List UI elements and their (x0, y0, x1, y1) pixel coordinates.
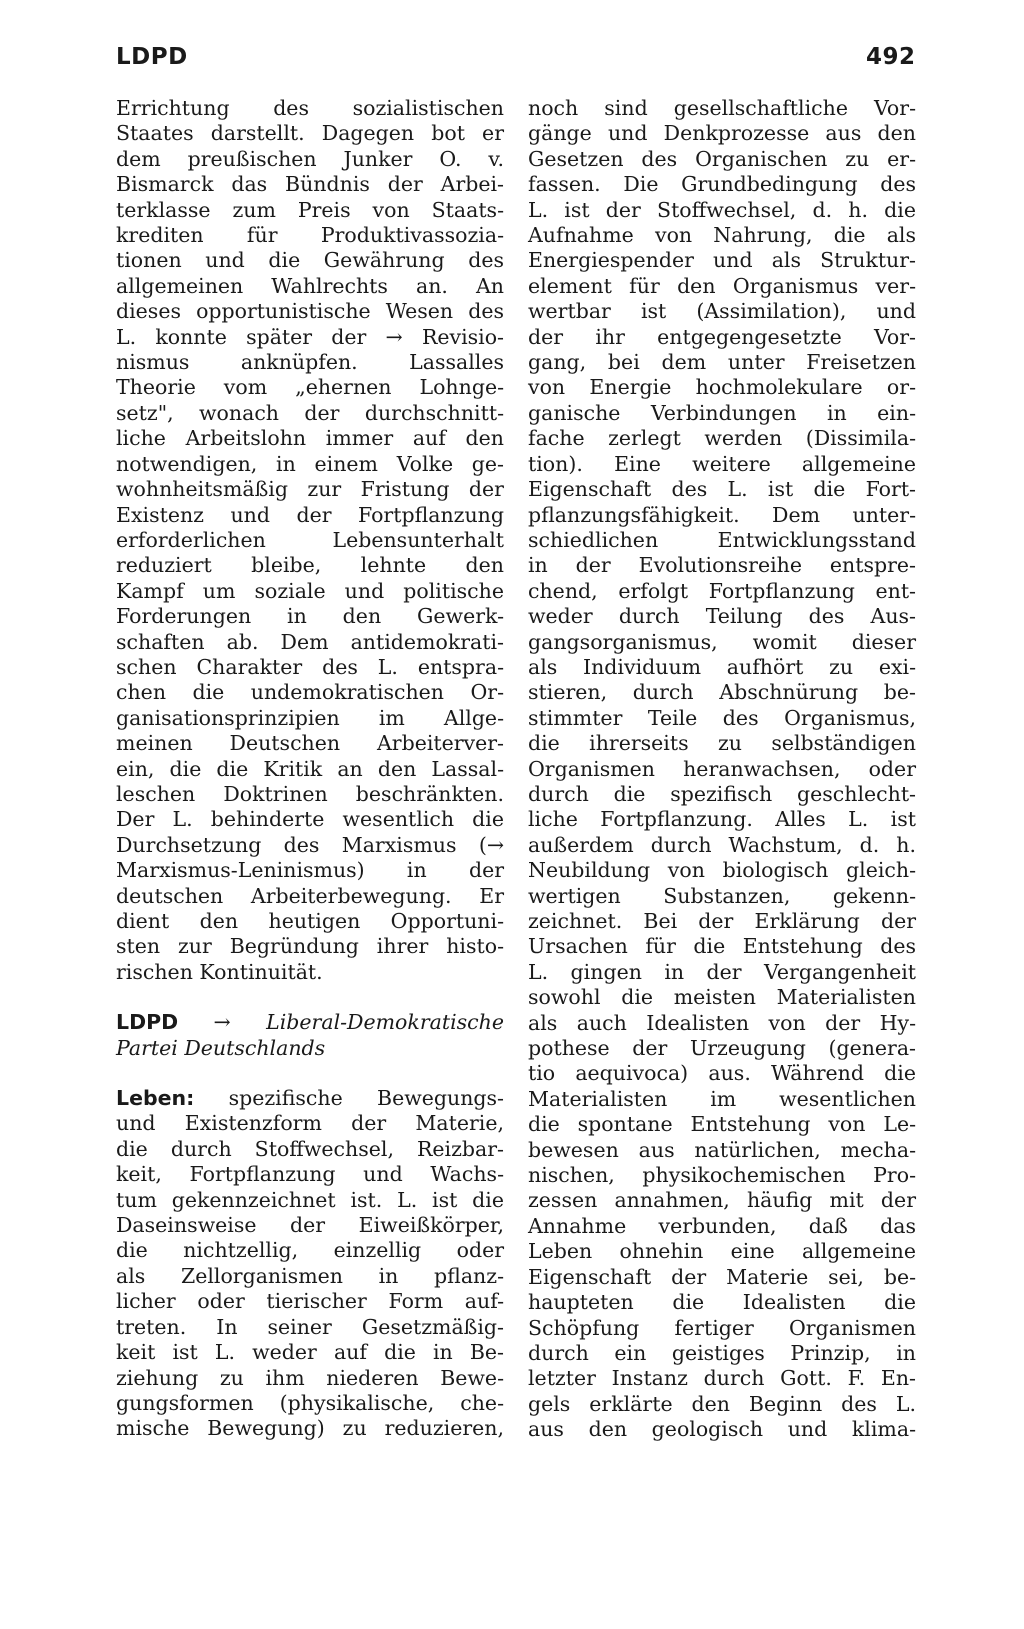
text-line: licher oder tierischer Form auf- (116, 1289, 504, 1314)
text-line: sten zur Begründung ihrer histo- (116, 934, 504, 959)
text-line: Energiespender und als Struktur- (528, 248, 916, 273)
page-number: 492 (866, 44, 916, 70)
text-line: Leben ohnehin eine allgemeine (528, 1239, 916, 1264)
left-column (116, 96, 504, 1442)
text-line: erforderlichen Lebensunterhalt (116, 527, 504, 552)
text-line: allgemeinen Wahlrechts an. An (116, 273, 504, 298)
text-line: stieren, durch Abschnürung be- (528, 680, 916, 705)
text-line: wertbar ist (Assimilation), und (528, 299, 916, 324)
text-line: keit, Fortpflanzung und Wachs- (116, 1162, 504, 1187)
text-line: leschen Doktrinen beschränkten. (116, 781, 504, 806)
text-line: Eigenschaft der Materie sei, be- (528, 1264, 916, 1289)
cross-reference-link[interactable]: Liberal-Demokratische (266, 1010, 504, 1035)
text-line: weder durch Teilung des Aus- (528, 604, 916, 629)
text-line: dieses opportunistische Wesen des (116, 299, 504, 324)
text-line: schaften ab. Dem antidemokrati- (116, 629, 504, 654)
text-line: notwendigen, in einem Volke ge- (116, 451, 504, 476)
text-line: noch sind gesellschaftliche Vor- (528, 96, 916, 120)
text-line: von Energie hochmolekulare or- (528, 375, 916, 400)
text-line: Eigenschaft des L. ist die Fort- (528, 477, 916, 502)
text-line: Ursachen für die Entstehung des (528, 934, 916, 959)
text-line: gang, bei dem unter Freisetzen (528, 350, 916, 375)
text-line: als auch Idealisten von der Hy- (528, 1010, 916, 1035)
text-line: zeichnet. Bei der Erklärung der (528, 909, 916, 933)
text-line: liche Fortpflanzung. Alles L. ist (528, 807, 916, 832)
text-line: letzter Instanz durch Gott. F. En- (528, 1366, 916, 1391)
ldpd-entry (116, 1010, 504, 1061)
text-line: chen die undemokratischen Or- (116, 680, 504, 705)
text-line: und Existenzform der Materie, (116, 1111, 504, 1136)
text-line: zessen annahmen, häufig mit der (528, 1188, 916, 1213)
text-line: wertigen Substanzen, gekenn- (528, 883, 916, 908)
text-line: die ihrerseits zu selbständigen (528, 731, 916, 756)
text-line: als Individuum aufhört zu exi- (528, 654, 916, 679)
text-line: Der L. behinderte wesentlich die (116, 807, 504, 832)
entry-gap (116, 1061, 504, 1086)
text-line: dient den heutigen Opportuni- (116, 909, 504, 933)
text-line: tion). Eine weitere allgemeine (528, 451, 916, 476)
text-line: pflanzungsfähigkeit. Dem unter- (528, 502, 916, 527)
text-line: keit ist L. weder auf die in Be- (116, 1340, 504, 1365)
text-line: stimmter Teile des Organismus, (528, 705, 916, 730)
text-line: liche Arbeitslohn immer auf den (116, 426, 504, 451)
text-line: pothese der Urzeugung (genera- (528, 1036, 916, 1061)
text-line: bewesen aus natürlichen, mecha- (528, 1137, 916, 1162)
text-line: der ihr entgegengesetzte Vor- (528, 324, 916, 349)
leben-definition-continued (528, 96, 916, 1443)
cross-reference-arrow: → (213, 1010, 231, 1035)
text-line: schiedlichen Entwicklungsstand (528, 527, 916, 552)
text-line: Marxismus-Leninismus) in der (116, 858, 504, 883)
text-line: Theorie vom „ehernen Lohnge- (116, 375, 504, 400)
text-line: L. konnte später der → Revisio- (116, 324, 504, 349)
text-line: sowohl die meisten Materialisten (528, 985, 916, 1010)
text-line: reduziert bleibe, lehnte den (116, 553, 504, 578)
text-line: tio aequivoca) aus. Während die (528, 1061, 916, 1086)
text-line: L. gingen in der Vergangenheit (528, 959, 916, 984)
text-line: terklasse zum Preis von Staats- (116, 197, 504, 222)
text-line: Schöpfung fertiger Organismen (528, 1315, 916, 1340)
text-line: aus den geologisch und klima- (528, 1417, 916, 1442)
text-line: dem preußischen Junker O. v. (116, 146, 504, 171)
text-line: die spontane Entstehung von Le- (528, 1112, 916, 1137)
text-line: wohnheitsmäßig zur Fristung der (116, 477, 504, 502)
cross-reference-link-cont[interactable]: Partei Deutschlands (116, 1035, 326, 1060)
text-line: Gesetzen des Organischen zu er- (528, 146, 916, 171)
text-line: tum gekennzeichnet ist. L. ist die (116, 1187, 504, 1212)
text-line: als Zellorganismen in pflanz- (116, 1263, 504, 1288)
text-line: deutschen Arbeiterbewegung. Er (116, 883, 504, 908)
text-line: ganisationsprinzipien im Allge- (116, 705, 504, 730)
text-line: gels erklärte den Beginn des L. (528, 1391, 916, 1416)
text-line: fache zerlegt werden (Dissimila- (528, 426, 916, 451)
text-line: meinen Deutschen Arbeiterver- (116, 731, 504, 756)
text-line: ziehung zu ihm niederen Bewe- (116, 1365, 504, 1390)
leben-entry (116, 1086, 504, 1442)
text-line: krediten für Produktivassozia- (116, 223, 504, 248)
lassalleanismus-continuation (116, 96, 504, 985)
text-line: ein, die die Kritik an den Lassal- (116, 756, 504, 781)
text-line: die durch Stoffwechsel, Reizbar- (116, 1136, 504, 1161)
text-line: schen Charakter des L. entspra- (116, 654, 504, 679)
text-line: Annahme verbunden, daß das (528, 1213, 916, 1238)
text-line: haupteten die Idealisten die (528, 1290, 916, 1315)
text-line: Kampf um soziale und politische (116, 578, 504, 603)
text-line: rischen Kontinuität. (116, 959, 323, 984)
entry-term-leben: Leben: (116, 1086, 195, 1111)
text-line: gungsformen (physikalische, che- (116, 1390, 504, 1415)
text-line: in der Evolutionsreihe entspre- (528, 553, 916, 578)
text-line: gangsorganismus, womit dieser (528, 629, 916, 654)
text-line: mische Bewegung) zu reduzieren, (116, 1416, 504, 1441)
text-line: außerdem durch Wachstum, d. h. (528, 832, 916, 857)
text-line: fassen. Die Grundbedingung des (528, 172, 916, 197)
running-head-keyword: LDPD (116, 44, 188, 70)
text-line: Durchsetzung des Marxismus (→ (116, 832, 504, 857)
text-line: Bismarck das Bündnis der Arbei- (116, 172, 504, 197)
leben-definition (116, 1111, 504, 1441)
text-line: Materialisten im wesentlichen (528, 1086, 916, 1111)
text-line: Daseinsweise der Eiweißkörper, (116, 1213, 504, 1238)
text-line: durch die spezifisch geschlecht- (528, 781, 916, 806)
text-line: Organismen heranwachsen, oder (528, 756, 916, 781)
text-line: Errichtung des sozialistischen (116, 96, 504, 120)
text-line: durch ein geistiges Prinzip, in (528, 1340, 916, 1365)
text-line: die nichtzellig, einzellig oder (116, 1238, 504, 1263)
text-line: ganische Verbindungen in ein- (528, 400, 916, 425)
text-line: gänge und Denkprozesse aus den (528, 121, 916, 146)
definition-start: spezifische Bewegungs- (228, 1086, 504, 1111)
entry-gap (116, 985, 504, 1010)
text-line: Existenz und der Fortpflanzung (116, 502, 504, 527)
text-line: treten. In seiner Gesetzmäßig- (116, 1314, 504, 1339)
text-line: nismus anknüpfen. Lassalles (116, 350, 504, 375)
text-line: element für den Organismus ver- (528, 273, 916, 298)
right-column (528, 96, 916, 1443)
text-line: setz", wonach der durchschnitt- (116, 400, 504, 425)
text-line: Neubildung von biologisch gleich- (528, 858, 916, 883)
text-line: Staates darstellt. Dagegen bot er (116, 121, 504, 146)
text-line: Forderungen in den Gewerk- (116, 604, 504, 629)
text-line: tionen und die Gewährung des (116, 248, 504, 273)
text-line: chend, erfolgt Fortpflanzung ent- (528, 578, 916, 603)
text-line: nischen, physikochemischen Pro- (528, 1163, 916, 1188)
text-line: L. ist der Stoffwechsel, d. h. die (528, 197, 916, 222)
entry-term-ldpd: LDPD (116, 1010, 179, 1035)
text-line: Aufnahme von Nahrung, die als (528, 223, 916, 248)
